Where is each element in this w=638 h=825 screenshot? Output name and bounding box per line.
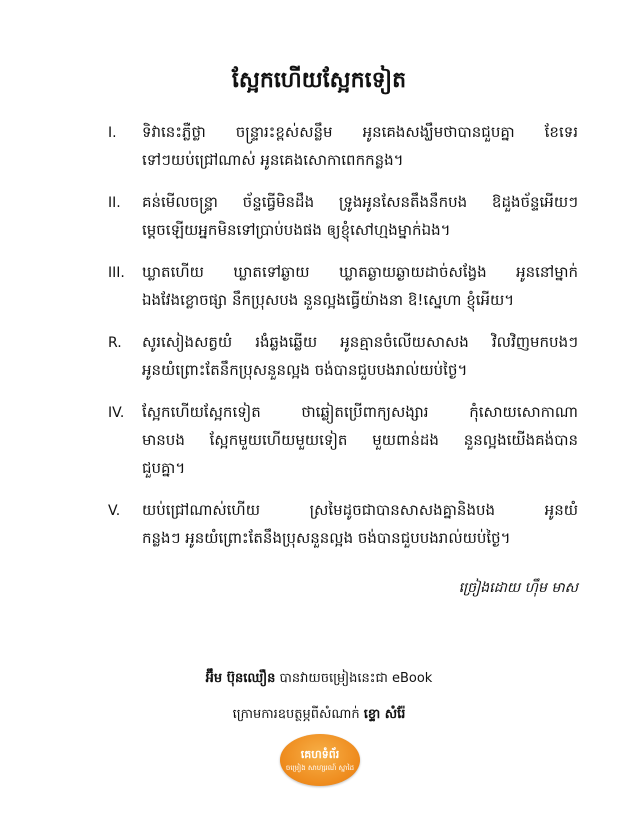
verse-number: R. bbox=[108, 335, 122, 351]
verse-line: ស្អែកហើយស្អែកទៀត ថាឆ្លៀតប្រើពាក្យសង្សារ កុំសោយសោកាណា bbox=[142, 403, 578, 421]
site-logo bbox=[280, 734, 360, 786]
typist-text: បានវាយចម្រៀងនេះជា eBook bbox=[279, 671, 433, 686]
verse-line: កន្លងៗ អូនយំព្រោះតែនឹងប្រុសនួនល្អង ចង់បានជួបបងរាល់យប់ថ្ងៃ។ bbox=[142, 529, 511, 547]
verse bbox=[108, 328, 578, 384]
typist-name: អ៊ឹម ប៊ុនឈឿន bbox=[205, 671, 276, 686]
song-title: ស្អែកហើយស្អែកទៀត bbox=[231, 68, 407, 93]
logo-title: គេហទំព័រ bbox=[300, 747, 340, 761]
verse-number: IV. bbox=[108, 405, 125, 421]
verse-line: អូនយំព្រោះតែនឹកប្រុសនួនល្អង ចង់បានជួបបងរាល់យប់ថ្ងៃ។ bbox=[142, 361, 468, 379]
verse bbox=[108, 118, 578, 174]
typist-credit bbox=[0, 670, 638, 689]
verse-line: ម្តេចឡើយអ្នកមិនទៅប្រាប់បងផង ឲ្យខ្ញុំសៅហ្មងម្នាក់ឯង។ bbox=[142, 221, 451, 239]
verse-line: ឃ្លាតហើយ ឃ្លាតទៅឆ្ងាយ ឃ្លាតឆ្ងាយឆ្ងាយដាច់សង្វែង អូននៅម្នាក់ bbox=[142, 263, 578, 281]
logo-subtitle: ចម្រៀង សាហ្សរណ៍ ស្នាដៃ bbox=[285, 763, 355, 772]
verse-list bbox=[108, 118, 578, 566]
verse-number: V. bbox=[108, 503, 121, 519]
verse-line: សូរសៀងសត្វយំ រងំឆ្លងឆ្លើយ អូនគ្មានចំលើយសាសង វិលវិញមកបងៗ bbox=[142, 333, 578, 351]
verse-line: ទៅៗយប់ជ្រៅណាស់ អូនគេងសោកាពេកកន្លង។ bbox=[142, 151, 404, 169]
verse bbox=[108, 258, 578, 314]
verse-number: I. bbox=[108, 125, 117, 141]
verse-line: ទិវានេះភ្លឺថ្លា ចន្ទ្រារះខ្ពស់សន្លឹម អូនគេងសង្ឃឹមថាបានជួបគ្នា ខែទេរ bbox=[142, 123, 578, 141]
sponsor-credit bbox=[0, 706, 638, 725]
verse-line: ជួបគ្នា។ bbox=[142, 459, 186, 477]
verse bbox=[108, 188, 578, 244]
verse bbox=[108, 398, 578, 482]
verse bbox=[108, 496, 578, 552]
verse-line: គន់មើលចន្ទ្រា ច័ន្ទធ្វើមិនដឹង ទ្រូងអូនសែនតឹងនឹកបង ឱដួងច័ន្ទអើយៗ bbox=[142, 193, 578, 211]
verse-number: II. bbox=[108, 195, 121, 211]
sponsor-text: ក្រោមការឧបត្ថម្ភពីសំណាក់ bbox=[232, 707, 360, 722]
sponsor-name: ខ្ទោ សំរ៉ែ bbox=[363, 707, 406, 722]
verse-number: III. bbox=[108, 265, 125, 281]
composer-credit: ច្រៀងដោយ ហុឹម មាស bbox=[458, 580, 578, 596]
verse-line: មានបង ស្អែកមួយហើយមួយទៀត មួយពាន់ដង នួនល្អងយើងគង់បាន bbox=[142, 431, 578, 449]
verse-line: យប់ជ្រៅណាស់ហើយ ស្រមៃដូចជាបានសាសងគ្នានិងបង អូនយំ bbox=[142, 501, 578, 519]
verse-line: ឯងវែងខ្លោចផ្សា នឹកប្រុសបង នួនល្អងធ្វើយ៉ាងនា ឱ!ស្នេហា ខ្ញុំអើយ។ bbox=[142, 291, 515, 309]
